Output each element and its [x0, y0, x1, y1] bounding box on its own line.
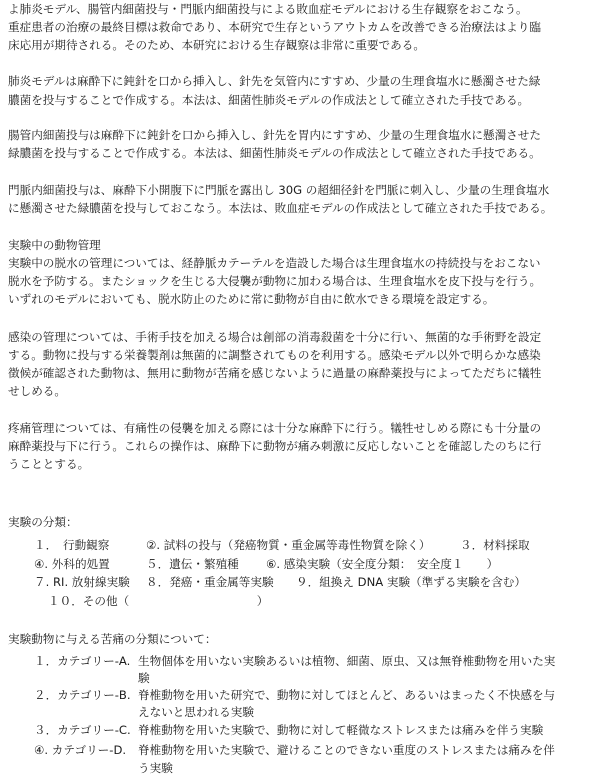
category-text: 脊椎動物を用いた実験で、避けることのできない重度のストレスまたは痛みを伴 [138, 743, 555, 757]
classification-item: ②. 試料の投与（発癌物質・重金属等毒性物質を除く） [146, 538, 431, 552]
text-line: する。動物に投与する栄養製剤は無菌的に調整されてものを利用する。感染モデル以外で明らかな感染 [8, 348, 541, 362]
category-label: ２．カテゴリー-B. [34, 688, 131, 702]
text-line: 脱水を予防する。またショックを生じる大侵襲が動物に加わる場合は、生理食塩水を皮下投与を行う。 [8, 274, 542, 288]
text-line: 疼痛管理については、有痛性の侵襲を加える際には十分な麻酔下に行う。犠牲せしめる際にも十分量の [8, 421, 542, 435]
text-line: 徴候が確認された動物は、無用に動物が苦痛を感じないように過量の麻酔薬投与によってただちに犠牲 [8, 366, 542, 380]
text-line: 膿菌を投与することで作成する。本法は、細菌性肺炎モデルの作成法として確立された手技である。 [8, 93, 530, 107]
pain-classification-heading: 実験動物に与える苦痛の分類について： [8, 632, 217, 646]
classification-item: ７. RI. 放射線実験 [34, 575, 130, 589]
classification-item: ９．組換え DNA 実験（準ずる実験を含む） [296, 575, 526, 589]
text-line: 腸管内細菌投与は麻酔下に鈍針を口から挿入し、針先を胃内にすすめ、少量の生理食塩水に懸濁させた [8, 128, 541, 142]
text-line: うこととする。 [8, 457, 90, 471]
classification-item: ３．材料採取 [460, 538, 530, 552]
category-text: 生物個体を用いない実験あるいは植物、細菌、原虫、又は無脊椎動物を用いた実 [138, 654, 556, 668]
category-label: １．カテゴリー-A. [34, 654, 131, 668]
text-line: いずれのモデルにおいても、脱水防止のために常に動物が自由に飲水できる環境を設定する。 [8, 292, 495, 306]
text-line: 緑膿菌を投与することで作成する。本法は、細菌性肺炎モデルの作成法として確立された手技である。 [8, 146, 541, 160]
text-line: 麻酔薬投与下に行う。これらの操作は、麻酔下に動物が痛み刺激に反応しないことを確認したのちに行 [8, 439, 542, 453]
category-text: 脊椎動物を用いた研究で、動物に対してほとんど、あるいはまったく不快感を与 [138, 688, 556, 702]
classification-item: ⑥. 感染実験（安全度分類： 安全度１ ） [266, 557, 499, 571]
text-line: 感染の管理については、手術手技を加える場合は創部の消毒殺菌を十分に行い、無菌的な手術野を設定 [8, 330, 542, 344]
category-label: ３．カテゴリー-C. [34, 723, 131, 737]
category-text: えないと思われる実験 [138, 705, 254, 719]
text-line: 床応用が期待される。そのため、本研究における生存観察は非常に重要である。 [8, 38, 425, 52]
classification-item: １． 行動観察 [34, 538, 110, 552]
category-text: 験 [138, 671, 150, 685]
category-label: ④. カテゴリー-D. [34, 743, 127, 757]
text-line: よ肺炎モデル、腸管内細菌投与・門脈内細菌投与による敗血症モデルにおける生存観察をおこなう。 [8, 2, 528, 16]
classification-item: １０．その他（ ） [48, 594, 269, 608]
text-line: 肺炎モデルは麻酔下に鈍針を口から挿入し、針先を気管内にすすめ、少量の生理食塩水に懸濁させた緑 [8, 74, 541, 88]
text-line: に懸濁させた緑膿菌を投与しておこなう。本法は、敗血症モデルの作成法として確立された手技である。 [8, 201, 553, 215]
text-line: 門脈内細菌投与は、麻酔下小開腹下に門脈を露出し 30G の超細径針を門脈に刺入し、少量の生理食塩水 [8, 183, 550, 197]
text-line: 重症患者の治療の最終目標は救命であり、本研究で生存というアウトカムを改善できる治療法はより臨 [8, 20, 541, 34]
text-line: せしめる。 [8, 384, 66, 398]
classification-heading: 実験の分類： [8, 515, 78, 529]
classification-item: ④. 外科的処置 [34, 557, 110, 571]
section-heading: 実験中の動物管理 [8, 238, 101, 252]
category-text: 脊椎動物を用いた実験で、動物に対して軽微なストレスまたは痛みを伴う実験 [138, 723, 544, 737]
category-text: う実験 [138, 761, 173, 775]
text-line: 実験中の脱水の管理については、経静脈カテーテルを造設した場合は生理食塩水の持続投与をおこない [8, 256, 541, 270]
classification-item: ５．遺伝・繁殖種 [146, 557, 239, 571]
classification-item: ８．発癌・重金属等実験 [146, 575, 274, 589]
